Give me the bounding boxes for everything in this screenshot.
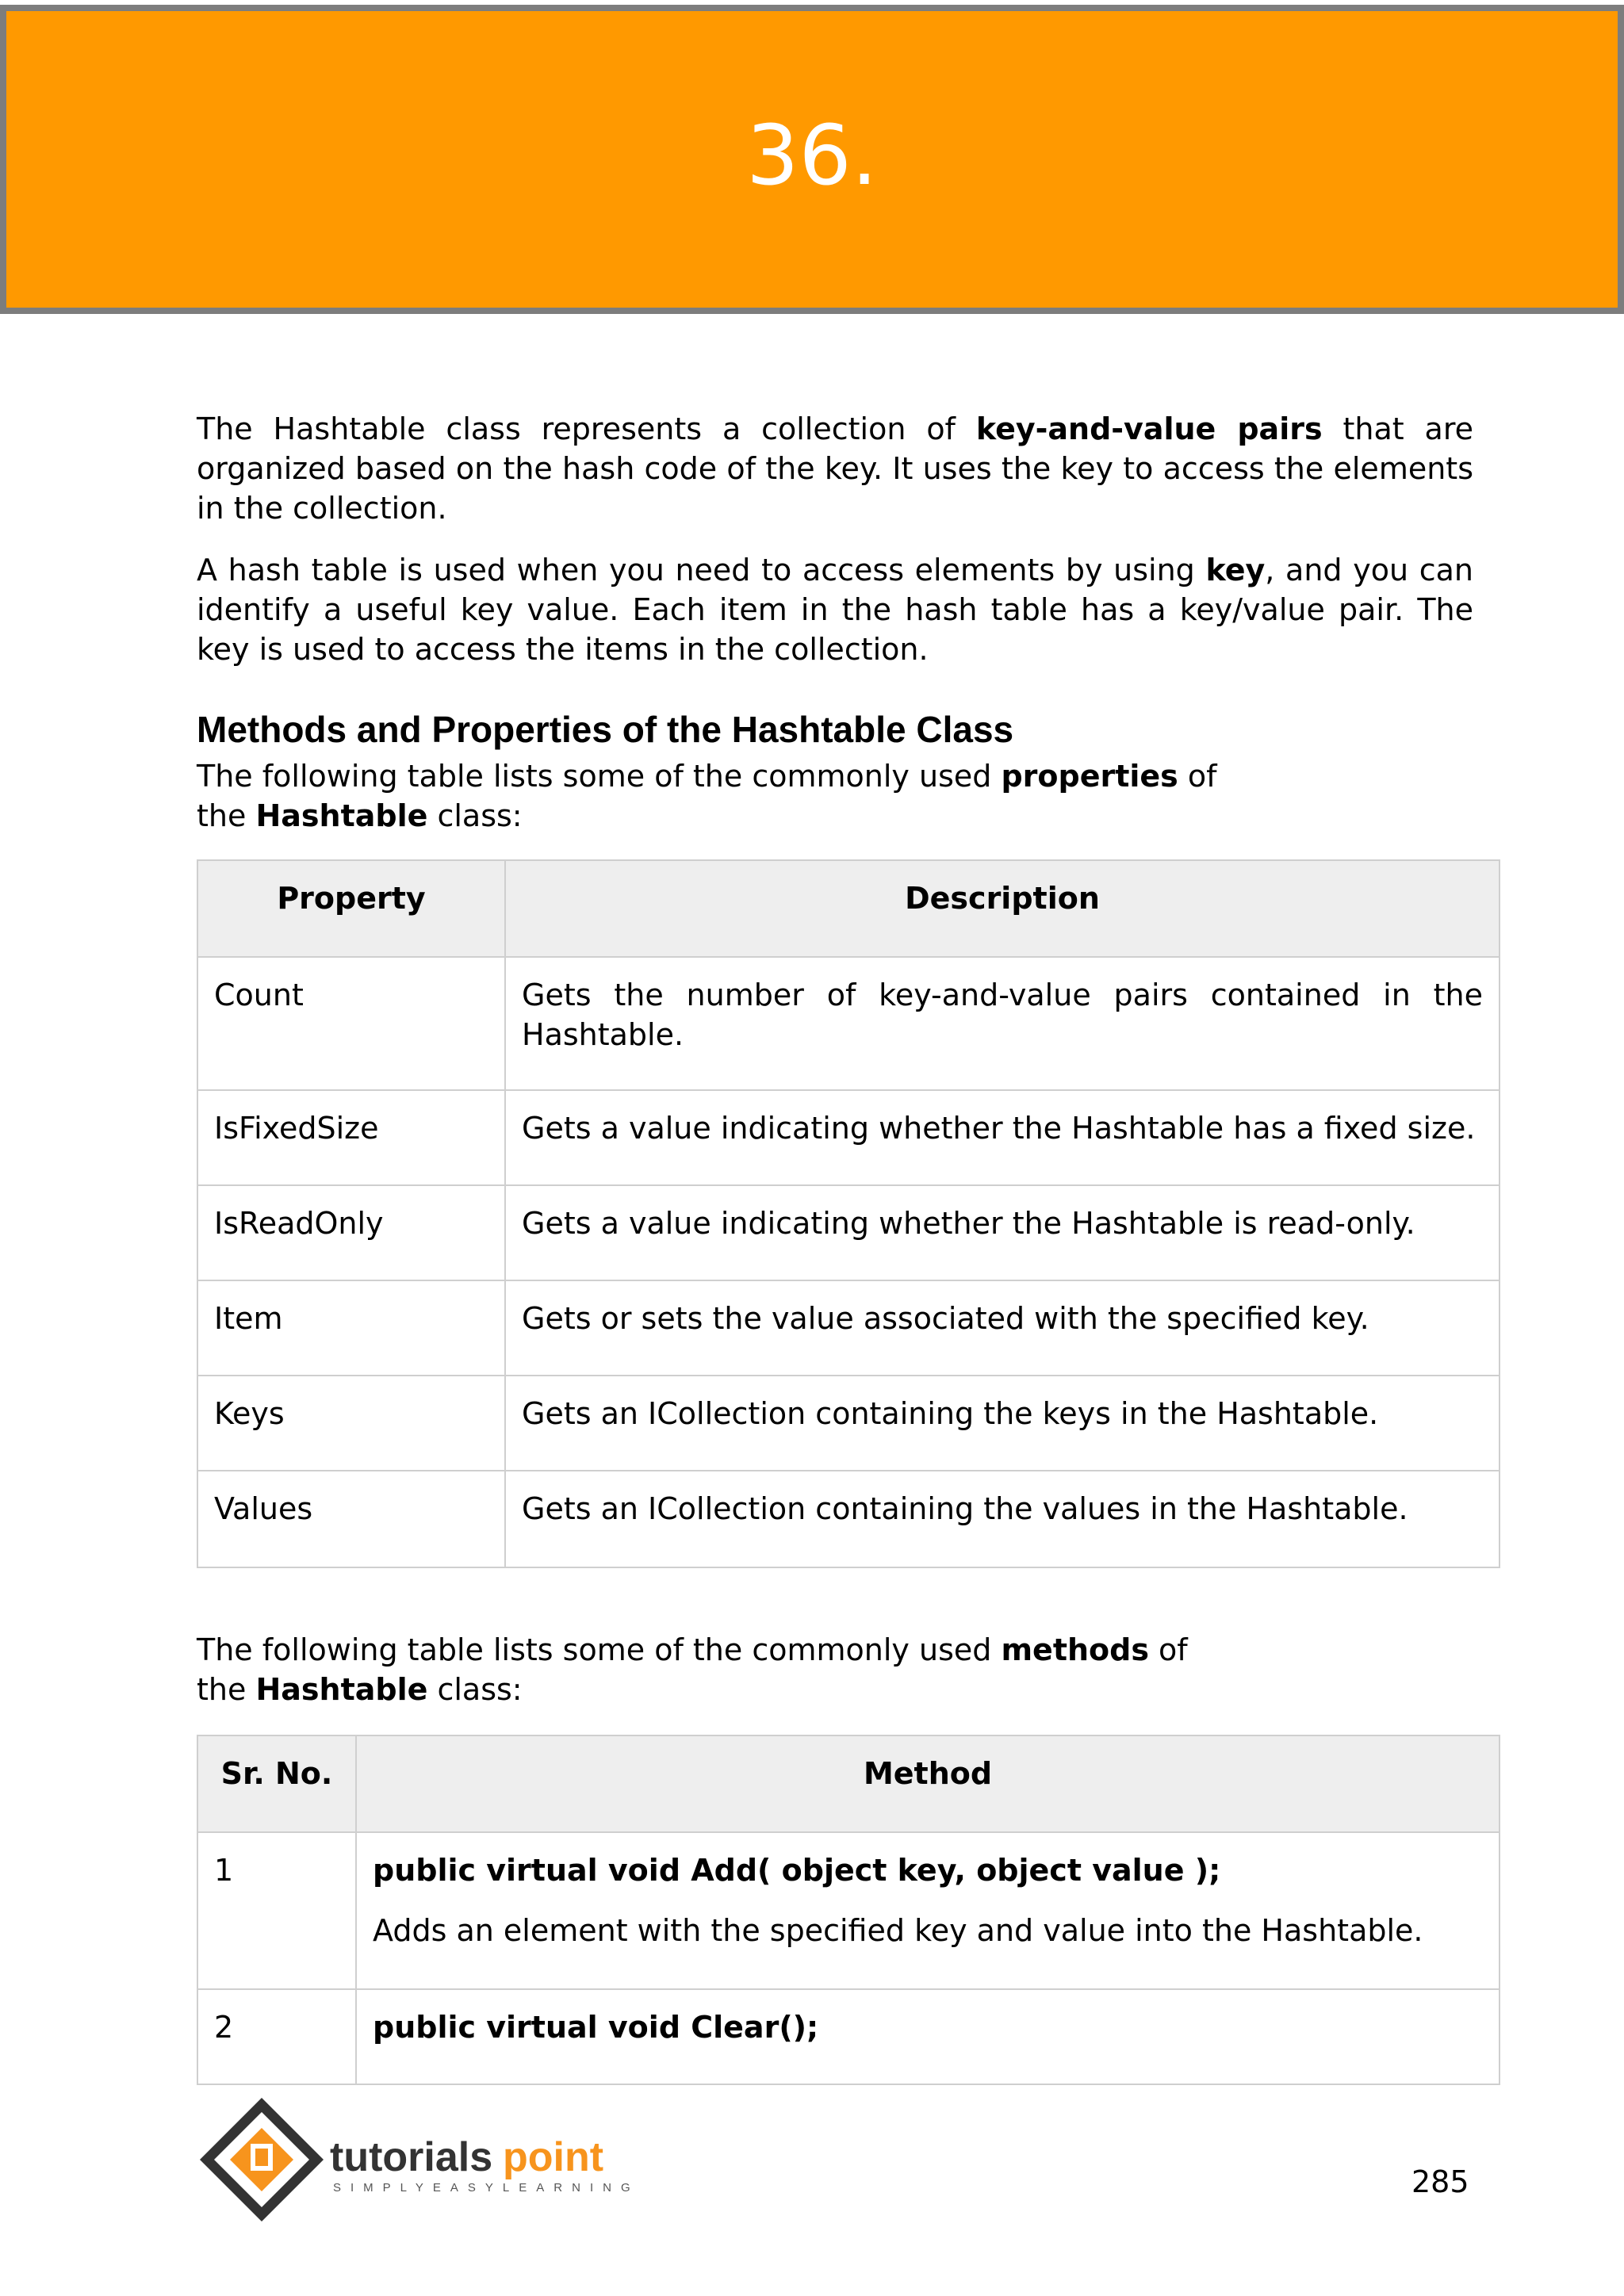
method-cell [356, 1989, 1500, 2084]
page-number: 285 [1411, 2164, 1469, 2199]
property-description: Gets an ICollection containing the keys in the Hashtable. [505, 1376, 1500, 1471]
properties-row [197, 1376, 1500, 1471]
chapter-number: 36. [746, 107, 878, 204]
logo-brand-left: tutorials [330, 2134, 493, 2180]
method-number: 2 [197, 1989, 356, 2084]
intro-paragraph-1: The Hashtable class represents a collection of key-and-value pairs that are organized based on the hash code of the key. It uses the key to access the elements in the collection. [197, 411, 1473, 526]
properties-table [197, 859, 1500, 1568]
properties-row [197, 1090, 1500, 1185]
section-title: Methods and Properties of the Hashtable Class [197, 709, 1014, 750]
methods-header-srno: Sr. No. [197, 1735, 356, 1832]
properties-header-description: Description [505, 860, 1500, 957]
logo-graphic [195, 2093, 655, 2228]
chapter-banner [0, 5, 1624, 314]
property-description: Gets a value indicating whether the Hashtable has a fixed size. [505, 1090, 1500, 1185]
property-name: Keys [197, 1376, 505, 1471]
methods-table [197, 1735, 1500, 2085]
method-number: 1 [197, 1832, 356, 1989]
properties-header-property: Property [197, 860, 505, 957]
methods-header-method: Method [356, 1735, 1500, 1832]
property-description: Gets or sets the value associated with the specified key. [505, 1280, 1500, 1376]
property-description: Gets a value indicating whether the Hashtable is read-only. [505, 1185, 1500, 1280]
tutorialspoint-logo [195, 2093, 655, 2231]
properties-row [197, 1280, 1500, 1376]
logo-diamond-icon [200, 2098, 324, 2221]
property-description: Gets an ICollection containing the values in the Hashtable. [505, 1471, 1500, 1567]
properties-row [197, 957, 1500, 1090]
properties-row [197, 1471, 1500, 1567]
methods-row [197, 1832, 1500, 1989]
property-name: IsReadOnly [197, 1185, 505, 1280]
method-cell [356, 1832, 1500, 1989]
method-signature: public virtual void Add( object key, object value ); [373, 1853, 1221, 1888]
property-name: Item [197, 1280, 505, 1376]
intro-paragraph-2: A hash table is used when you need to access elements by using key, and you can identify a useful key value. Each item in the hash table has a key/value pair. The key is used to access the items in the collection. [197, 553, 1473, 667]
properties-row [197, 1185, 1500, 1280]
property-name: Values [197, 1471, 505, 1567]
method-description: Adds an element with the specified key and value into the Hashtable. [373, 1913, 1423, 1948]
methods-intro: The following table lists some of the commonly used methods of the Hashtable class: [197, 1632, 1188, 1707]
logo-tagline: SIMPLYEASYLEARNING [333, 2181, 640, 2195]
method-signature: public virtual void Clear(); [373, 2010, 819, 2045]
property-name: Count [197, 957, 505, 1090]
property-name: IsFixedSize [197, 1090, 505, 1185]
methods-row [197, 1989, 1500, 2084]
properties-intro: The following table lists some of the commonly used properties of the Hashtable class: [197, 759, 1217, 833]
logo-brand-right: point [503, 2134, 604, 2180]
property-description: Gets the number of key-and-value pairs contained in the Hashtable. [505, 957, 1500, 1090]
